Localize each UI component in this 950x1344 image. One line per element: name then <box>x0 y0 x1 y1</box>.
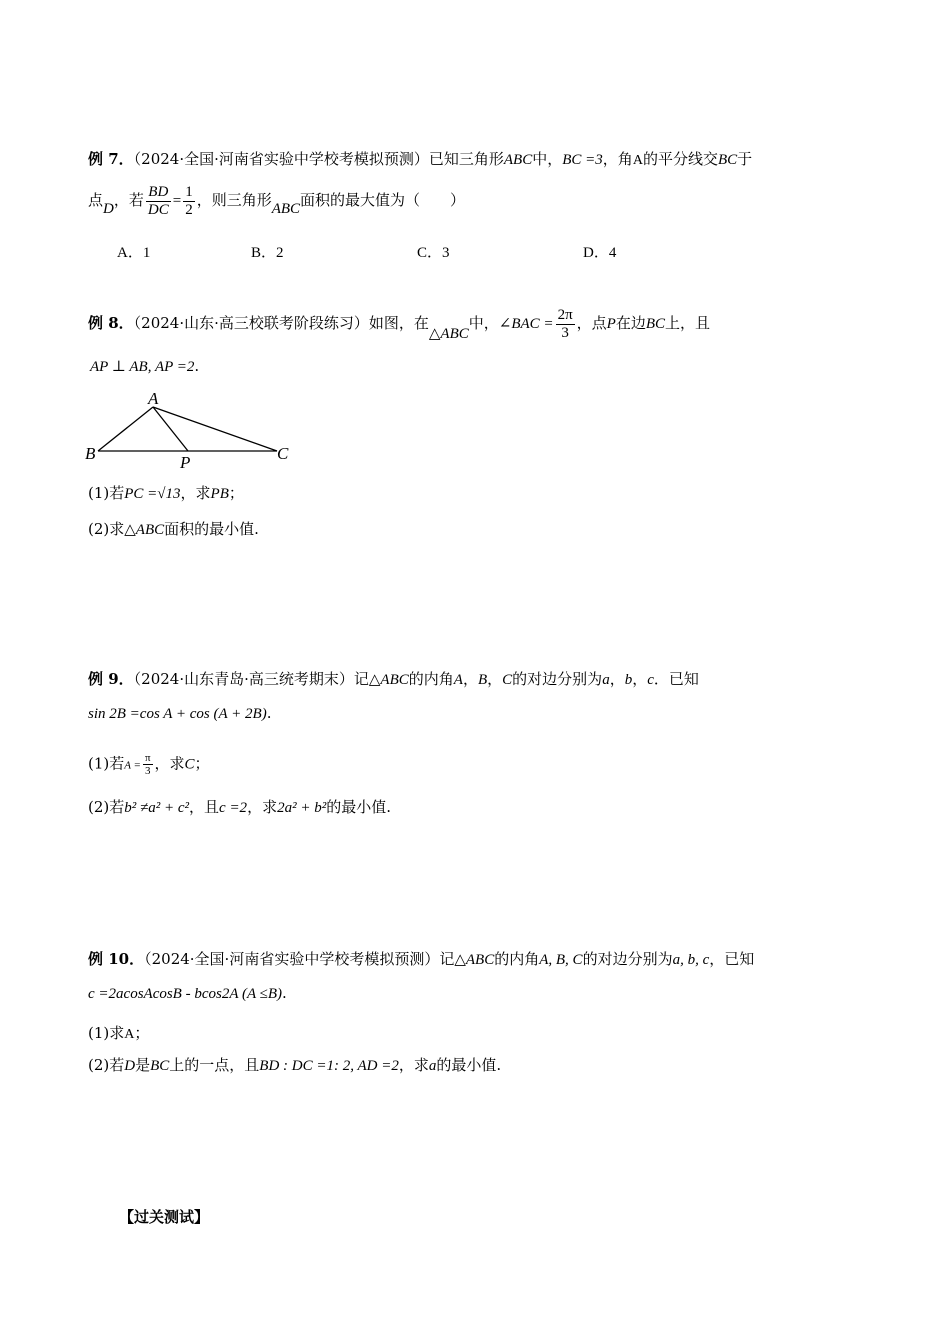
ex8-condition: AP ⊥ AB, AP =2 <box>90 359 195 375</box>
ex7-option-b[interactable]: B．2 <box>251 245 284 261</box>
ex8-q2: (2)求△ABC面积的最小值. <box>88 520 259 538</box>
point-p-label: P <box>180 453 191 472</box>
ex8-label: 例 8． <box>88 314 134 332</box>
point-c-label: C <box>277 444 289 463</box>
ex7-abc: ABC <box>503 152 533 168</box>
ex7-option-a[interactable]: A．1 <box>117 245 151 261</box>
ex7-ratio-fraction: $\frac{BD}{DC}$ <box>147 184 169 218</box>
point-b-label: B <box>85 444 96 463</box>
ex8-line2: AP ⊥ AB, AP =2. <box>90 357 200 375</box>
section-heading: 【过关测试】 <box>119 1208 210 1226</box>
ex8-triangle-figure <box>84 388 304 472</box>
ex8-angle-fraction: $\frac{2\pi}{3}$ <box>557 307 573 341</box>
ex7-source: （2024·全国·河南省实验中学校考模拟预测）已知三角形 <box>133 150 504 168</box>
ex9-q1: (1)若A = $\frac{\pi}{3}$ ，求C； <box>88 752 210 778</box>
side-ac <box>153 407 277 451</box>
ex10-q2: (2)若D是BC上的一点，且BD : DC =1: 2, AD =2，求a的最小值. <box>88 1056 502 1074</box>
point-a-label: A <box>148 389 159 408</box>
ex9-equation: sin 2B =cos A + cos (A + 2B) <box>88 706 267 722</box>
ex7-label: 例 7． <box>88 150 134 168</box>
ex10-q1: (1)求A； <box>88 1024 150 1042</box>
ex9-q2: (2)若b² ≠a² + c²，且c =2，求2a² + b²的最小值. <box>88 798 391 816</box>
ex8-q1: (1)若PC =√13，求PB； <box>88 484 244 502</box>
ex7-option-c[interactable]: C．3 <box>417 245 450 261</box>
ex10-line1: 例 10．（2024·全国·河南省实验中学校考模拟预测）记△ABC的内角A, B, C的对边分别为a, b, c，已知 <box>88 950 755 968</box>
ex8-line1: 例 8．（2024·山东·高三校联考阶段练习）如图，在△ABC中，∠BAC = $\frac{2\pi}{3}$ ，点P在边BC上，且 <box>88 307 711 342</box>
ex9-line2: sin 2B =cos A + cos (A + 2B). <box>88 704 272 722</box>
ex9-line1: 例 9．（2024·山东青岛·高三统考期末）记△ABC的内角A，B，C的对边分别为a，b，c．已知 <box>88 670 699 688</box>
ex7-line1: 例 7．（2024·全国·河南省实验中学校考模拟预测）已知三角形ABC中，BC =3，角A的平分线交BC于 <box>88 150 753 168</box>
ex7-option-d[interactable]: D．4 <box>583 245 617 261</box>
side-ab <box>98 407 153 451</box>
ex7-line2: 点D，若 $\frac{BD}{DC}$ = $\frac{1}{2}$ ，则三角形ABC面积的最大值为（ ） <box>88 184 466 218</box>
ex10-equation: c =2acosAcosB - bcos2A (A ≤B) <box>88 986 283 1002</box>
ex9-label: 例 9． <box>88 670 134 688</box>
ex7-half-fraction: $\frac{1}{2}$ <box>185 184 193 218</box>
ex10-line2: c =2acosAcosB - bcos2A (A ≤B). <box>88 984 287 1002</box>
ex9-pi-fraction: $\frac{\pi}{3}$ <box>144 752 151 778</box>
ex10-label: 例 10． <box>88 950 145 968</box>
ex7-bc-eq: BC =3 <box>562 152 603 168</box>
